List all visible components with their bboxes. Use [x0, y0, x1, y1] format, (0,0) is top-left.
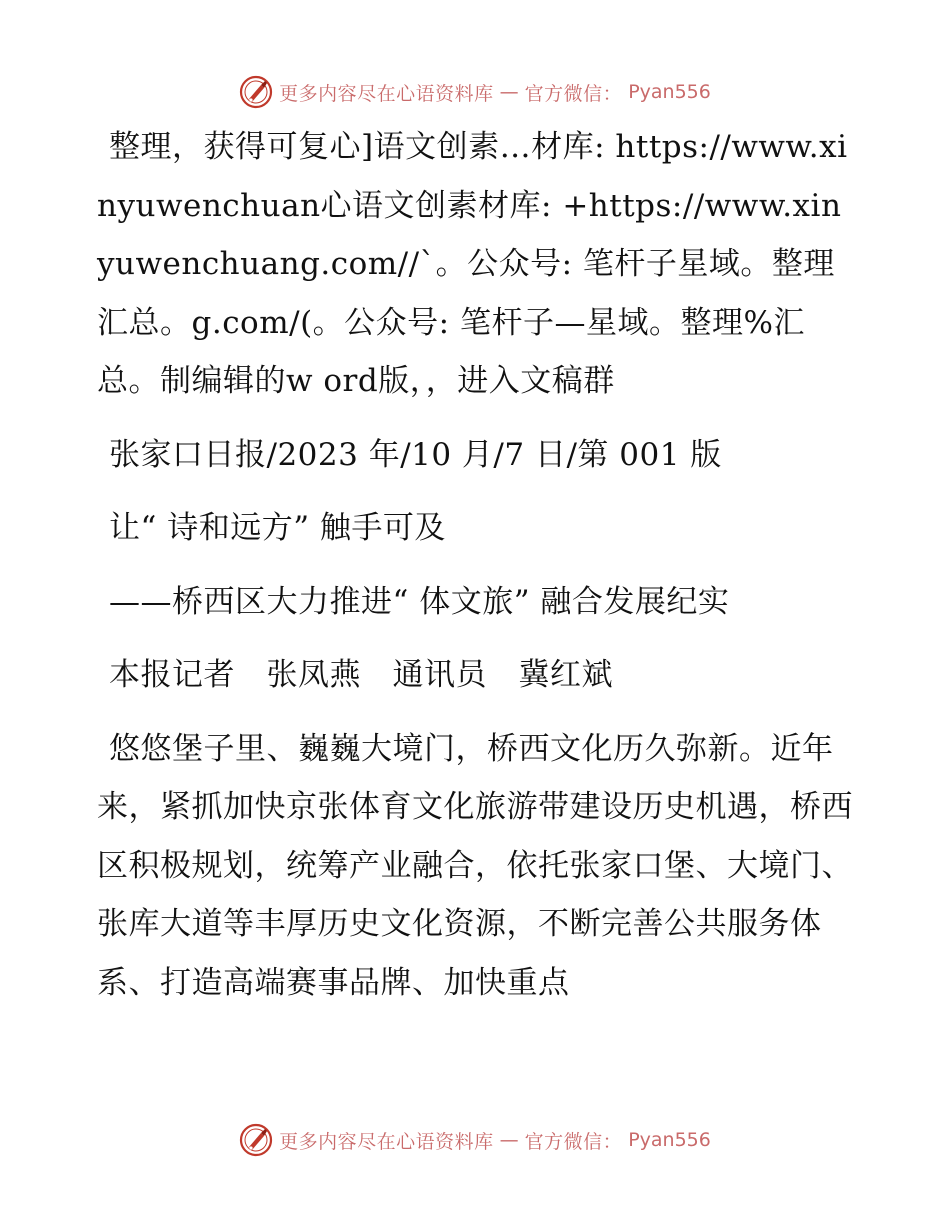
- article-subtitle: ——桥西区大力推进“ 体文旅” 融合发展纪实: [109, 583, 730, 620]
- article-body-paragraph: 悠悠堡子里、巍巍大境门，桥西文化历久弥新。近年来，紧抓加快京张体育文化旅游带建设历史机遇，桥西区积极规划，统筹产业融合，依托张家口堡、大境门、张库大道等丰厚历史文化资源，不断完善公共服务体系、打造高端赛事品牌、加快重点: [97, 730, 853, 1001]
- watermark-label: 官方微信：: [524, 1130, 623, 1153]
- document-body: [97, 118, 857, 1012]
- fountain-pen-seal-icon: [239, 1123, 273, 1157]
- watermark-dash: —: [499, 1129, 519, 1151]
- watermark-footer: [0, 1120, 950, 1160]
- watermark-header: [0, 72, 950, 112]
- watermark-text: 更多内容尽在心语资料库: [279, 82, 494, 105]
- article-title: 让“ 诗和远方” 触手可及: [109, 510, 446, 546]
- watermark-account: Pyan556: [628, 81, 711, 103]
- watermark-label: 官方微信：: [524, 82, 623, 105]
- intro-paragraph: 整理，获得可复心]语文创素…材库: https://www.xinyuwenchuan心语文创素材库: +https://www.xinyuwenchuang.com//`。公众号: 笔杆子星域。整理汇总。g.com/(。公众号: 笔杆子—星域。整理%汇总。制编辑的w ord版，，进入文稿群: [97, 129, 848, 399]
- fountain-pen-seal-icon: [239, 75, 273, 109]
- article-source: 张家口日报/2023 年/10 月/7 日/第 001 版: [109, 436, 722, 473]
- watermark-account: Pyan556: [628, 1129, 711, 1151]
- watermark-dash: —: [499, 81, 519, 103]
- article-byline: 本报记者 张凤燕 通讯员 冀红斌: [109, 657, 613, 693]
- watermark-text: 更多内容尽在心语资料库: [279, 1130, 494, 1153]
